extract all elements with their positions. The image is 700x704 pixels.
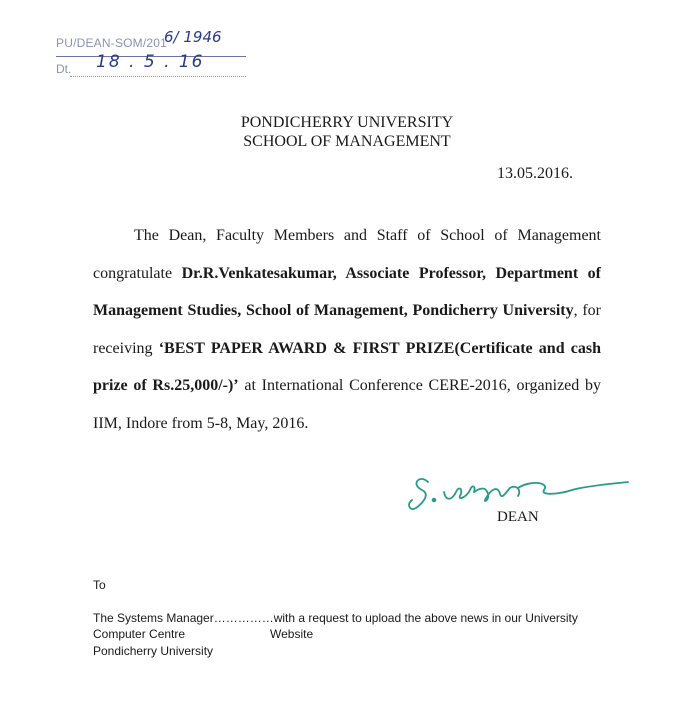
- signature-stroke: [409, 479, 428, 509]
- signature-stroke: [444, 486, 475, 498]
- department-name: SCHOOL OF MANAGEMENT: [243, 133, 451, 150]
- recipient-line-1: The Systems Manager……………with a request to upload the above news in our University: [93, 611, 578, 625]
- stamp-date-label: Dt.: [56, 62, 72, 76]
- recipient-line-2: Computer Centre: [93, 627, 186, 641]
- recipient-line-2-continuation: Website: [270, 627, 314, 641]
- stamp-date-handwritten: 18 . 5 . 16: [96, 52, 205, 72]
- signature-stroke: [474, 487, 519, 501]
- for-text: , for receiving: [93, 302, 602, 357]
- stamp-reference-handwritten: 6/ 1946: [164, 28, 222, 46]
- signer-title: DEAN: [497, 509, 539, 525]
- inward-stamp: [56, 28, 256, 88]
- to-label: To: [93, 578, 106, 592]
- honoree-name: Dr.R.Venkatesakumar, Associate Professor, Department of Management Studies, School of Management, Pondicherry University: [93, 264, 601, 319]
- institution-name: PONDICHERRY UNIVERSITY: [240, 114, 454, 131]
- congratulation-paragraph: [93, 217, 601, 442]
- intro-text: The Dean, Faculty Members and Staff of School of Management congratulate: [93, 227, 601, 282]
- signature-dot: [433, 499, 436, 502]
- recipient-line-3: Pondicherry University: [93, 644, 214, 658]
- stamp-reference-printed: PU/DEAN-SOM/201: [56, 36, 168, 50]
- closing-text: at International Conference CERE-2016, organized by IIM, Indore from 5-8, May, 2016.: [93, 377, 602, 432]
- signature-stroke: [518, 482, 628, 494]
- letter-date: 13.05.2016.: [497, 165, 573, 182]
- letterhead: [0, 113, 700, 151]
- award-name: ‘BEST PAPER AWARD & FIRST PRIZE(Certificate and cash prize of Rs.25,000/-)’: [93, 339, 601, 394]
- stamp-date-dotted-line: [70, 76, 246, 77]
